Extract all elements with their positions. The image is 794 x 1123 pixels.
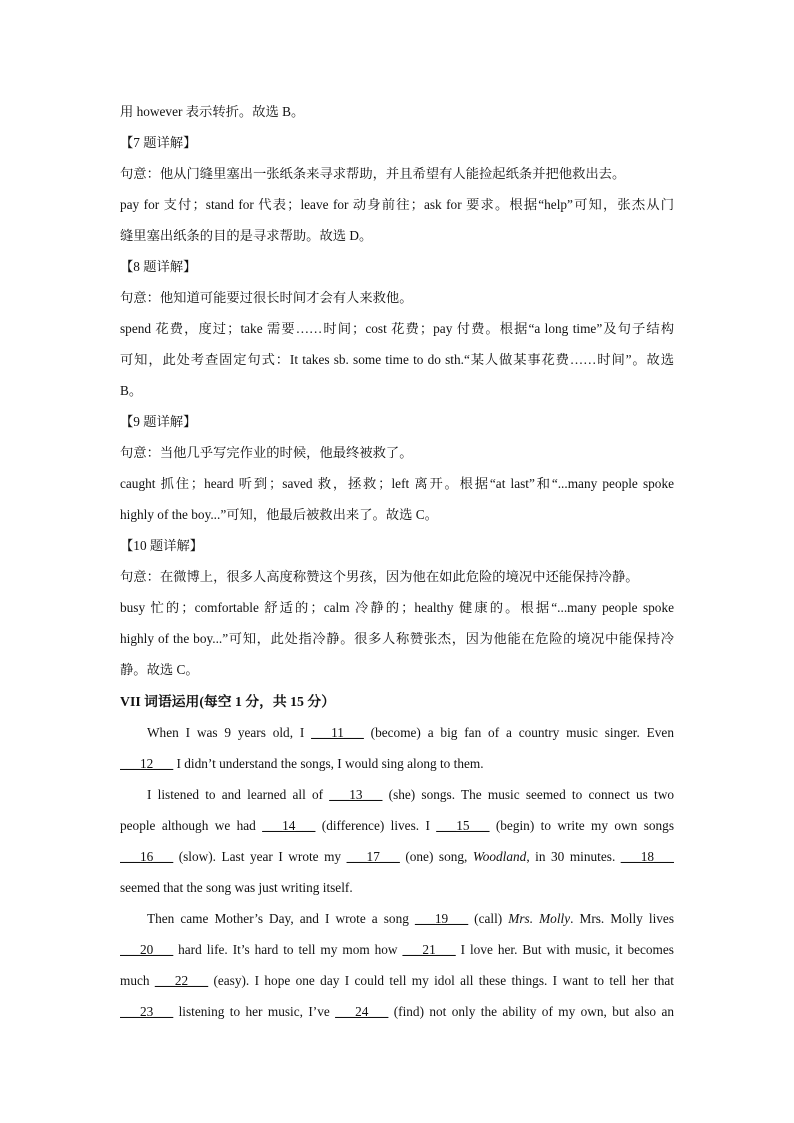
passage-line: much ___22___ (easy). I hope one day I could tell my idol all these things. I want to tell her that	[120, 973, 674, 988]
word-usage-passage	[120, 717, 674, 1027]
blank-14: ___14___	[262, 818, 316, 833]
blank-12: ___12___	[120, 756, 174, 771]
question-heading: 【10 题详解】	[120, 538, 204, 553]
blank-18: ___18___	[620, 849, 674, 864]
passage-line: ___23___ listening to her music, I’ve ___24___ (find) not only the ability of my own, but also an	[120, 1004, 674, 1019]
document-page	[120, 96, 674, 1027]
explanation-line: 句意：他从门缝里塞出一张纸条来寻求帮助，并且希望有人能捡起纸条并把他救出去。	[120, 166, 626, 181]
blank-21: ___21___	[402, 942, 456, 957]
explanation-line: 句意：在微博上，很多人高度称赞这个男孩，因为他在如此危险的境况中还能保持冷静。	[120, 569, 639, 584]
blank-15: ___15___	[436, 818, 490, 833]
question-heading: 【9 题详解】	[120, 414, 197, 429]
passage-line: I listened to and learned all of ___13___ (she) songs. The music seemed to connect us two	[147, 787, 674, 802]
passage-line: Then came Mother’s Day, and I wrote a song ___19___ (call) Mrs. Molly. Mrs. Molly lives	[147, 911, 674, 926]
explanation-line: spend 花费，度过；take 需要……时间；cost 花费；pay 付费。根据“a long time”及句子结构	[120, 321, 674, 336]
question-heading: 【7 题详解】	[120, 135, 197, 150]
question-heading: 【8 题详解】	[120, 259, 197, 274]
answer-explanations	[120, 96, 674, 685]
explanation-line: busy 忙的；comfortable 舒适的；calm 冷静的；healthy 健康的。根据“...many people spoke	[120, 600, 674, 615]
explanation-line: 句意：他知道可能要过很长时间才会有人来救他。	[120, 290, 413, 305]
passage-line: ___16___ (slow). Last year I wrote my ___17___ (one) song, Woodland, in 30 minutes. ___18___	[120, 849, 674, 864]
explanation-line: highly of the boy...”可知，此处指冷静。很多人称赞张杰，因为他能在危险的境况中能保持冷	[120, 631, 674, 646]
blank-22: ___22___	[154, 973, 209, 988]
blank-16: ___16___	[120, 849, 174, 864]
blank-19: ___19___	[414, 911, 469, 926]
explanation-line: 可知，此处考查固定句式：It takes sb. some time to do sth.“某人做某事花费……时间”。故选	[120, 352, 674, 367]
explanation-line: 静。故选 C。	[120, 662, 199, 677]
explanation-line: pay for 支付；stand for 代表；leave for 动身前往；ask for 要求。根据“help”可知，张杰从门	[120, 197, 674, 212]
passage-line: ___20___ hard life. It’s hard to tell my mom how ___21___ I love her. But with music, it becomes	[120, 942, 674, 957]
blank-23: ___23___	[120, 1004, 174, 1019]
passage-line: people although we had ___14___ (difference) lives. I ___15___ (begin) to write my own songs	[120, 818, 674, 833]
blank-11: ___11___	[311, 725, 364, 740]
passage-line: When I was 9 years old, I ___11___ (become) a big fan of a country music singer. Even	[147, 725, 674, 740]
explanation-line: 用 however 表示转折。故选 B。	[120, 104, 305, 119]
blank-13: ___13___	[329, 787, 383, 802]
explanation-line: highly of the boy...”可知，他最后被救出来了。故选 C。	[120, 507, 438, 522]
blank-24: ___24___	[335, 1004, 389, 1019]
blank-17: ___17___	[346, 849, 400, 864]
explanation-line: 缝里塞出纸条的目的是寻求帮助。故选 D。	[120, 228, 373, 243]
section-title: VII 词语运用(每空 1 分，共 15 分）	[120, 694, 336, 709]
blank-20: ___20___	[120, 942, 174, 957]
explanation-line: B。	[120, 383, 143, 398]
passage-line: ___12___ I didn’t understand the songs, I would sing along to them.	[120, 756, 484, 771]
explanation-line: caught 抓住；heard 听到；saved 救，拯救；left 离开。根据“at last”和“...many people spoke	[120, 476, 674, 491]
explanation-line: 句意：当他几乎写完作业的时候，他最终被救了。	[120, 445, 413, 460]
passage-line: seemed that the song was just writing itself.	[120, 880, 353, 895]
